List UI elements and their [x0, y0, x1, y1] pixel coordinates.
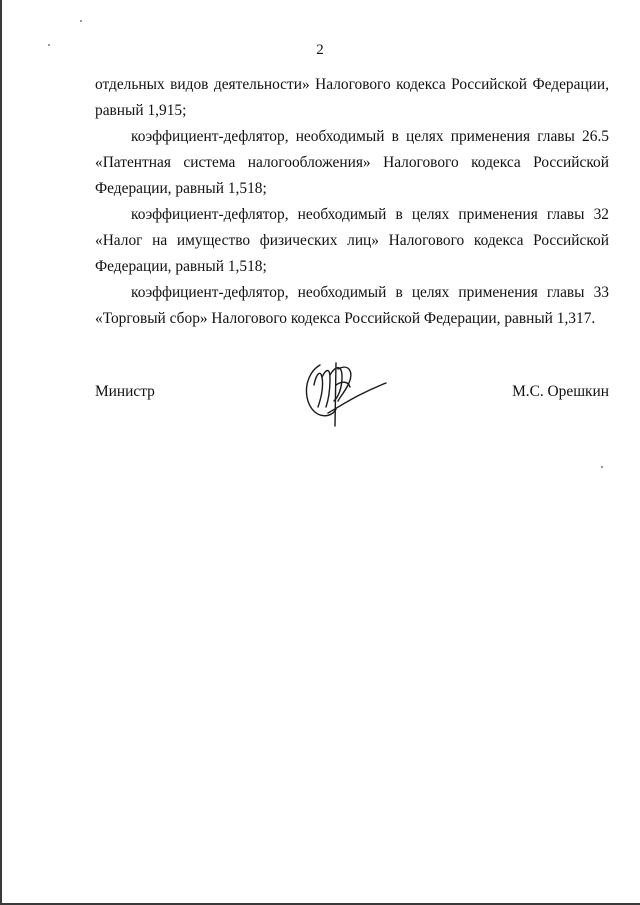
page-number: 2 — [316, 42, 324, 58]
signer-name: М.С. Орешкин — [512, 383, 609, 400]
page-left-edge — [0, 0, 2, 905]
scan-speck — [601, 466, 603, 468]
document-body — [95, 72, 609, 332]
paragraph-property-tax: коэффициент-дефлятор, необходимый в целях применения главы 32 «Налог на имущество физических лиц» Налогового кодекса Российской Федерации, равный 1,518; — [95, 206, 609, 275]
signature-block — [95, 383, 609, 423]
scan-speck — [80, 20, 82, 22]
paragraph-patent-system: коэффициент-дефлятор, необходимый в целях применения главы 26.5 «Патентная система налогообложения» Налогового кодекса Российской Федерации, равный 1,518; — [95, 128, 609, 197]
paragraph-continuation: отдельных видов деятельности» Налогового кодекса Российской Федерации, равный 1,915; — [95, 76, 609, 119]
paragraph-trade-fee: коэффициент-дефлятор, необходимый в целях применения главы 33 «Торговый сбор» Налогового кодекса Российской Федерации, равный 1,317. — [95, 284, 609, 327]
signer-position: Министр — [95, 383, 155, 400]
